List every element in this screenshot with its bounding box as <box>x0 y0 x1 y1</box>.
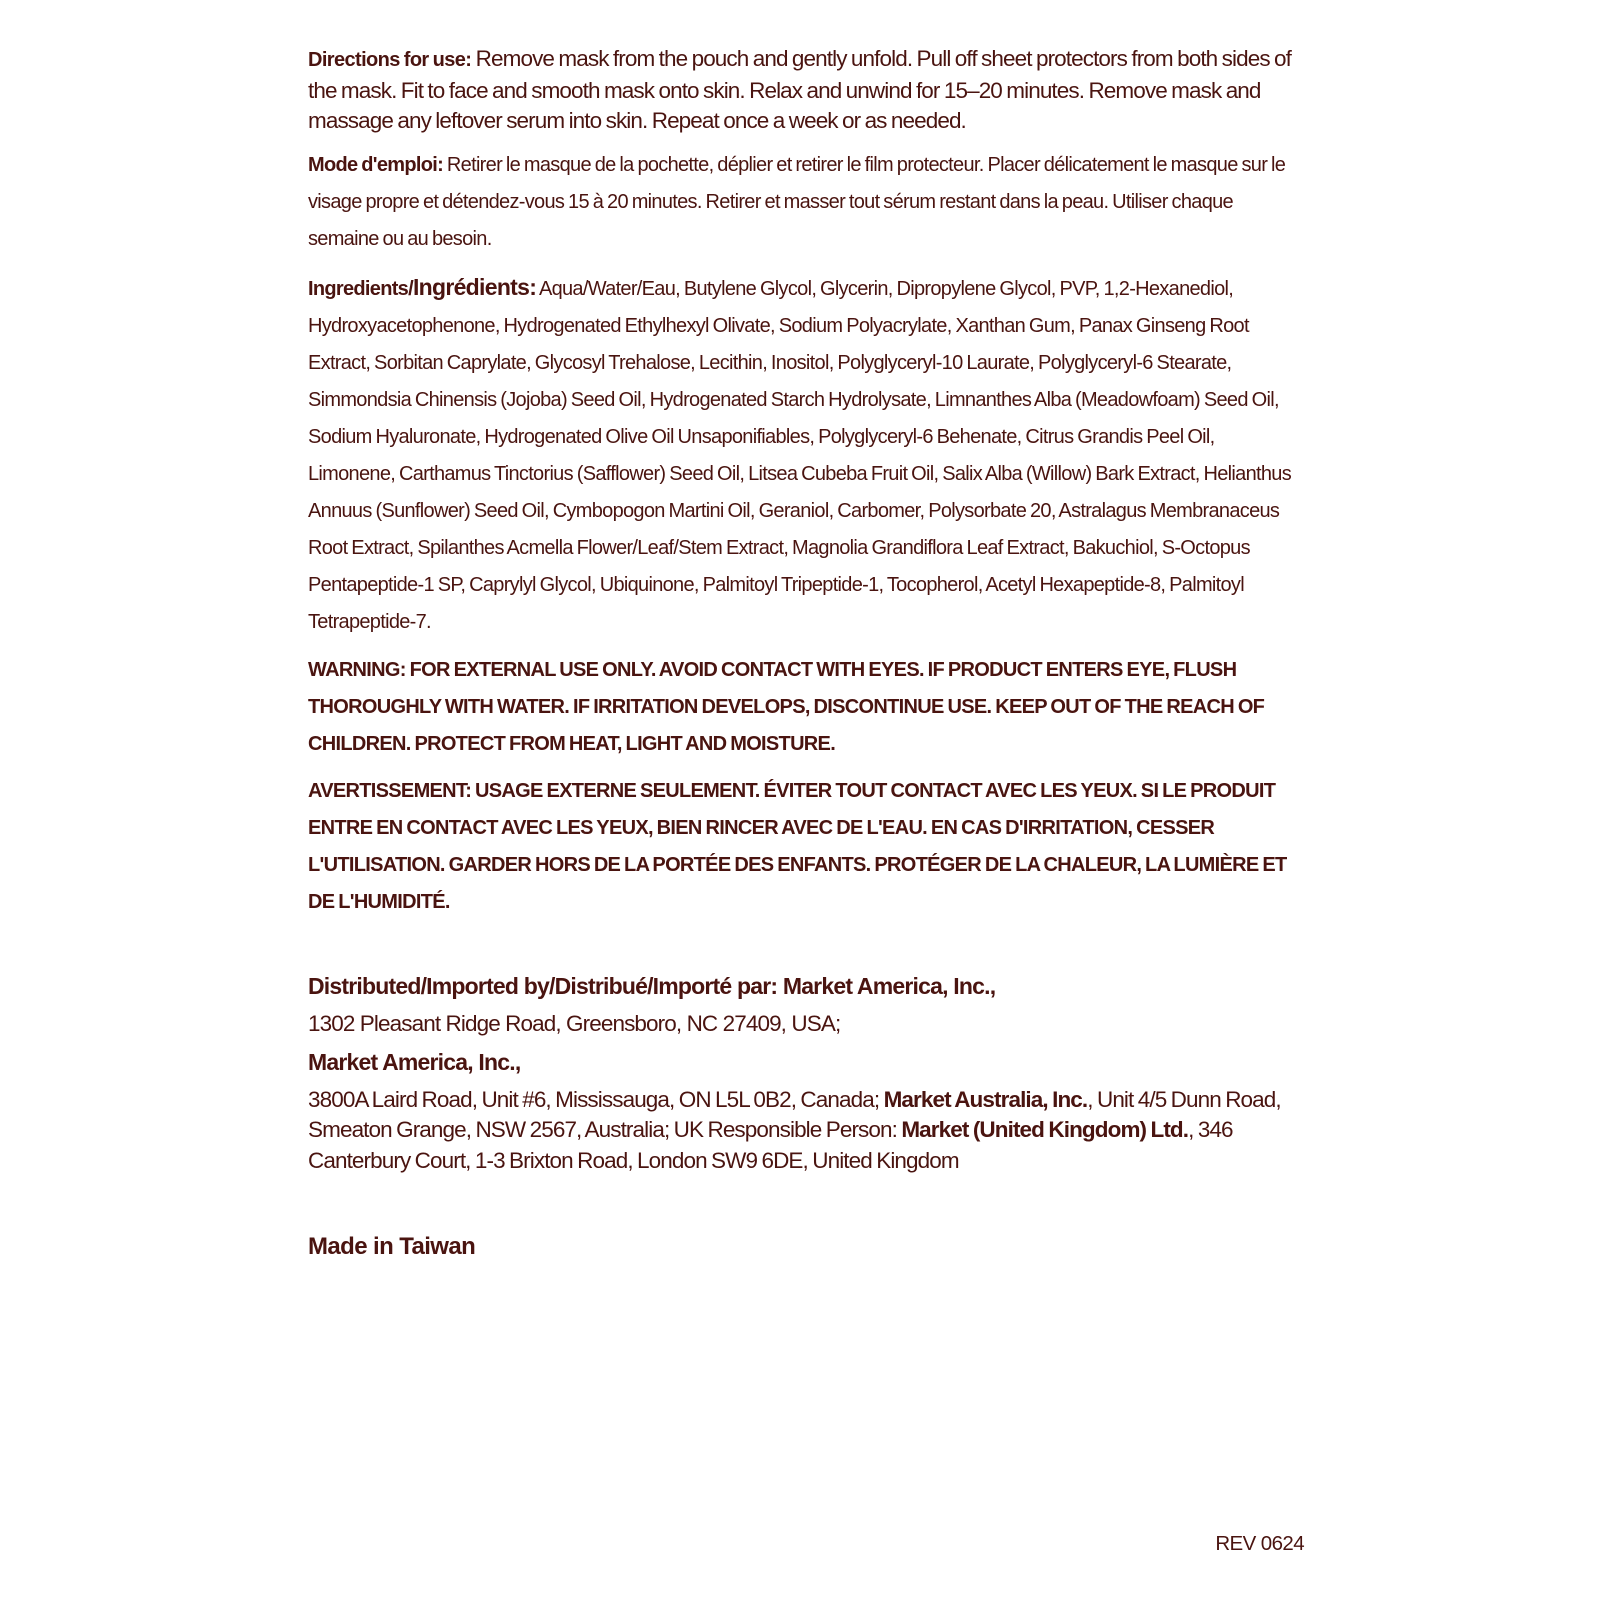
product-label-back <box>308 44 1304 1564</box>
revision-code: REV 0624 <box>1215 1532 1304 1555</box>
ingredients-list <box>308 269 1304 641</box>
ingredients-text: Aqua/Water/Eau, Butylene Glycol, Glycerin, Dipropylene Glycol, PVP, 1,2-Hexanediol, Hydroxyacetophenone, Hydrogenated Ethylhexyl Olivate, Sodium Polyacrylate, Xanthan Gum, Panax Ginseng Root Extract, Sorbitan Caprylate, Glycosyl Trehalose, Lecithin, Inositol, Polyglyceryl-10 Laurate, Polyglyceryl-6 Stearate, Simmondsia Chinensis (Jojoba) Seed Oil, Hydrogenated Starch Hydrolysate, Limnanthes Alba (Meadowfoam) Seed Oil, Sodium Hyaluronate, Hydrogenated Olive Oil Unsaponifiables, Polyglyceryl-6 Behenate, Citrus Grandis Peel Oil, Limonene, Carthamus Tinctorius (Safflower) Seed Oil, Litsea Cubeba Fruit Oil, Salix Alba (Willow) Bark Extract, Helianthus Annuus (Sunflower) Seed Oil, Cymbopogon Martini Oil, Geraniol, Carbomer, Polysorbate 20, Astralagus Membranaceus Root Extract, Spilanthes Acmella Flower/Leaf/Stem Extract, Magnolia Grandiflora Leaf Extract, Bakuchiol, S-Octopus Pentapeptide-1 SP, Caprylyl Glycol, Ubiquinone, Palmitoyl Tripeptide-1, Tocopherol, Acetyl Hexapeptide-8, Palmitoyl Tetrapeptide-7. <box>308 277 1291 633</box>
ingredients-label-fr: Ingrédients: <box>412 273 537 300</box>
australia-address: , Unit 4/5 Dunn Road, Smeaton Grange, NSW 2567, Australia; UK Responsible Person: <box>308 1086 1281 1142</box>
avertissement-text: USAGE EXTERNE SEULEMENT. ÉVITER TOUT CONTACT AVEC LES YEUX. SI LE PRODUIT ENTRE EN CONTACT AVEC LES YEUX, BIEN RINCER AVEC DE L'EAU. EN CAS D'IRRITATION, CESSER L'UTILISATION. GARDER HORS DE LA PORTÉE DES ENFANTS. PROTÉGER DE LA CHALEUR, LA LUMIÈRE ET DE L'HUMIDITÉ. <box>308 779 1287 913</box>
warning-english <box>308 652 1304 763</box>
canada-address: 3800A Laird Road, Unit #6, Mississauga, ON L5L 0B2, Canada; <box>308 1086 884 1112</box>
directions-for-use <box>308 44 1304 137</box>
country-of-origin: Made in Taiwan <box>308 1233 476 1260</box>
directions-label: Directions for use: <box>308 49 472 71</box>
international-addresses <box>308 1085 1304 1177</box>
mode-emploi <box>308 147 1304 258</box>
mode-emploi-label: Mode d'emploi: <box>308 153 444 176</box>
australia-company-name: Market Australia, Inc. <box>883 1086 1088 1112</box>
mode-emploi-text: Retirer le masque de la pochette, déplier et retirer le film protecteur. Placer délicatement le masque sur le visage propre et détendez-vous 15 à 20 minutes. Retirer et masser tout sérum restant dans la peau. Utiliser chaque semaine ou au besoin. <box>308 153 1286 250</box>
distributor-heading: Distributed/Imported by/Distribué/Importé par: Market America, Inc., <box>308 972 996 999</box>
uk-company-name: Market (United Kingdom) Ltd. <box>901 1117 1189 1142</box>
avertissement-label: AVERTISSEMENT: <box>308 779 472 802</box>
uk-address: , 346 Canterbury Court, 1-3 Brixton Road, London SW9 6DE, United Kingdom <box>308 1117 1233 1173</box>
warning-french <box>308 773 1304 921</box>
warning-text: FOR EXTERNAL USE ONLY. AVOID CONTACT WITH EYES. IF PRODUCT ENTERS EYE, FLUSH THOROUGHLY WITH WATER. IF IRRITATION DEVELOPS, DISCONTINUE USE. KEEP OUT OF THE REACH OF CHILDREN. PROTECT FROM HEAT, LIGHT AND MOISTURE. <box>308 658 1265 755</box>
ingredients-label-en: Ingredients/ <box>308 277 413 300</box>
us-address: 1302 Pleasant Ridge Road, Greensboro, NC 27409, USA; <box>308 1010 841 1036</box>
directions-text: Remove mask from the pouch and gently unfold. Pull off sheet protectors from both sides of the mask. Fit to face and smooth mask onto skin. Relax and unwind for 15–20 minutes. Remove mask and massage any leftover serum into skin. Repeat once a week or as needed. <box>308 46 1291 133</box>
warning-label: WARNING: <box>308 658 406 681</box>
canada-company-name: Market America, Inc., <box>308 1048 521 1075</box>
